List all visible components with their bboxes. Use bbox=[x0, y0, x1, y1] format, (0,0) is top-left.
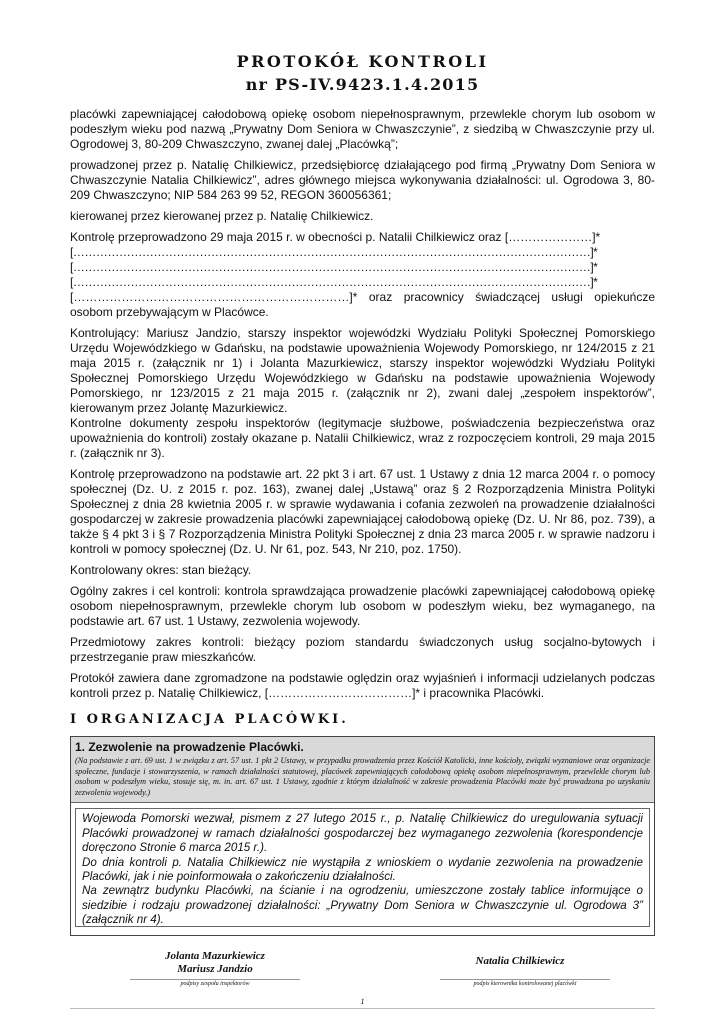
signature-line bbox=[130, 979, 300, 980]
paragraph-scope: Ogólny zakres i cel kontroli: kontrola sprawdzająca prowadzenie placówki zapewniającej całodobową opiekę osobom niepełnosprawnym, przewlekle chorym lub osobom w podeszłym wieku, bez wymaganego, na podstawie art. 67 ust. 1 Ustawy, zezwolenia wojewody. bbox=[70, 584, 655, 628]
paragraph-documents: Kontrolne dokumenty zespołu inspektorów (legitymacje służbowe, poświadczenia bezpieczeństwa oraz upoważnienia do kontroli) zostały okazane p. Natalii Chilkiewicz, wraz z rozpoczęciem kontroli, 29 maja 2015 r. (załącznik nr 3). bbox=[70, 416, 655, 460]
document-body bbox=[70, 107, 655, 707]
permit-findings bbox=[75, 808, 650, 927]
finding-no-application: Do dnia kontroli p. Natalia Chilkiewicz nie wystąpiła z wnioskiem o wydanie zezwolenia na prowadzenie Placówki, jak i nie poinformowała o zakończeniu działalności. bbox=[82, 855, 643, 883]
finding-summons: Wojewoda Pomorski wezwał, pismem z 27 lutego 2015 r., p. Natalię Chilkiewicz do uregulowania sytuacji Placówki prowadzonej w ramach działalności gospodarczej bez wymaganego zezwolenia (korespondencje doręczono Stronie 6 marca 2015 r.). bbox=[82, 812, 643, 855]
inspectors-signature bbox=[130, 950, 300, 976]
permit-section-header bbox=[71, 737, 654, 803]
signature-caption: podpis kierownika kontrolowanej placówki bbox=[473, 981, 577, 987]
document-title: PROTOKÓŁ KONTROLI bbox=[236, 52, 489, 71]
permit-section-title: 1. Zezwolenie na prowadzenie Placówki. bbox=[75, 740, 304, 754]
paragraph-present-persons: [……………………………………………………………]* oraz pracownicy świadczącej usługi opiekuńcze osobom przebywającym w Placówce. bbox=[70, 290, 655, 319]
paragraph-inspection-date: Kontrolę przeprowadzono 29 maja 2015 r. w obecności p. Natalii Chilkiewicz oraz […………………]* bbox=[70, 230, 601, 244]
paragraph-period: Kontrolowany okres: stan bieżący. bbox=[70, 563, 252, 577]
permit-section-box bbox=[70, 736, 655, 936]
placeholder-line: [………………………………………………………………………………………………………………………]* bbox=[70, 245, 598, 259]
page-number: 1 bbox=[360, 997, 365, 1006]
paragraph-contents: Protokół zawiera dane zgromadzone na podstawie oględzin oraz wyjaśnień i informacji udzielanych podczas kontroli przez p. Natalię Chilkiewicz, [………………………………]* i pracownika Placówki. bbox=[70, 671, 655, 700]
paragraph-facility: placówki zapewniającej całodobową opiekę osobom niepełnosprawnym, przewlekle chorym lub osobom w podeszłym wieku pod nazwą „Prywatny Dom Seniora w Chwaszczynie”, z siedzibą w Chwaszczynie przy ul. Ogrodowej 3, 80-209 Chwaszczyno, zwanej dalej „Placówką”; bbox=[70, 107, 655, 151]
permit-legal-note: (Na podstawie z art. 69 ust. 1 w związku z art. 57 ust. 1 pkt 2 Ustawy, w przypadku prowadzenia przez Kościół Katolicki, inne kościoły, związki wyznaniowe oraz organizacje społeczne, fundacje i stowarzyszenia, w ramach działalności statutowej, placówek zapewniających całodobową opiekę osobom niepełnosprawnym, przewlekle chorym lub osobom w podeszłym wieku, stosuje się, m. in. art. 67 ust. 1 Ustawy, zgodnie z którym działalność w zakresie prowadzenia Placówki może być prowadzona po uzyskaniu zezwolenia wojewody.) bbox=[75, 756, 650, 797]
manager-signature: Natalia Chilkiewicz bbox=[475, 955, 565, 967]
signature-line bbox=[440, 979, 610, 980]
paragraph-operator: prowadzonej przez p. Natalię Chilkiewicz, przedsiębiorcę działającego pod firmą „Prywatny Dom Seniora w Chwaszczynie Natalia Chilkiewicz”, adres głównego miejsca wykonywania działalności: ul. Ogrodowa 3, 80-209 Chwaszczyno; NIP 584 263 99 52, REGON 360056361; bbox=[70, 158, 655, 202]
signature-name: Jolanta Mazurkiewicz bbox=[165, 950, 265, 962]
document-number: nr PS-IV.9423.1.4.2015 bbox=[245, 75, 480, 94]
signature-caption: podpisy zespołu inspektorów bbox=[180, 981, 250, 987]
paragraph-legal-basis: Kontrolę przeprowadzono na podstawie art. 22 pkt 3 i art. 67 ust. 1 Ustawy z dnia 12 marca 2004 r. o pomocy społecznej (Dz. U. z 2015 r. poz. 163), zwanej dalej „Ustawą” oraz § 2 Rozporządzenia Ministra Polityki Społecznej z dnia 28 kwietnia 2005 r. w sprawie wydawania i cofania zezwoleń na prowadzenie działalności gospodarczej w zakresie prowadzenia placówki zapewniającej całodobową opiekę (Dz. U. Nr 86, poz. 739), a także § 4 pkt 3 i § 7 Rozporządzenia Ministra Polityki Społecznej z dnia 23 marca 2005 r. w sprawie nadzoru i kontroli w pomocy społecznej (Dz. U. Nr 61, poz. 543, Nr 210, poz. 1750). bbox=[70, 467, 655, 556]
footer-divider bbox=[70, 1008, 655, 1009]
placeholder-line: [………………………………………………………………………………………………………………………]* bbox=[70, 275, 598, 289]
finding-signage: Na zewnątrz budynku Placówki, na ścianie i na ogrodzeniu, umieszczone zostały tablice informujące o siedzibie i rodzaju prowadzonej działalności: „Prywatny Dom Seniora w Chwaszczynie ul. Ogrodowa 3” (załącznik nr 4). bbox=[82, 884, 643, 927]
paragraph-inspectors: Kontrolujący: Mariusz Jandzio, starszy inspektor wojewódzki Wydziału Polityki Społecznej Pomorskiego Urzędu Wojewódzkiego w Gdańsku, na podstawie upoważnienia Wojewody Pomorskiego, nr 124/2015 z 21 maja 2015 r. (załącznik nr 1) i Jolanta Mazurkiewicz, starszy inspektor wojewódzki Wydziału Polityki Społecznej Pomorskiego Urzędu Wojewódzkiego w Gdańsku na podstawie upoważnienia Wojewody Pomorskiego, nr 123/2015 z 21 maja 2015 r. (załącznik nr 2), zwani dalej „zespołem inspektorów”, kierowanym przez Jolantę Mazurkiewicz. bbox=[70, 326, 655, 415]
paragraph-subject-scope: Przedmiotowy zakres kontroli: bieżący poziom standardu świadczonych usług socjalno-bytowych i przestrzeganie praw mieszkańców. bbox=[70, 635, 655, 664]
signature-name: Mariusz Jandzio bbox=[177, 963, 253, 975]
placeholder-line: [………………………………………………………………………………………………………………………]* bbox=[70, 260, 598, 274]
section-heading: I ORGANIZACJA PLACÓWKI. bbox=[70, 712, 349, 727]
paragraph-manager: kierowanej przez kierowanej przez p. Natalię Chilkiewicz. bbox=[70, 209, 374, 223]
